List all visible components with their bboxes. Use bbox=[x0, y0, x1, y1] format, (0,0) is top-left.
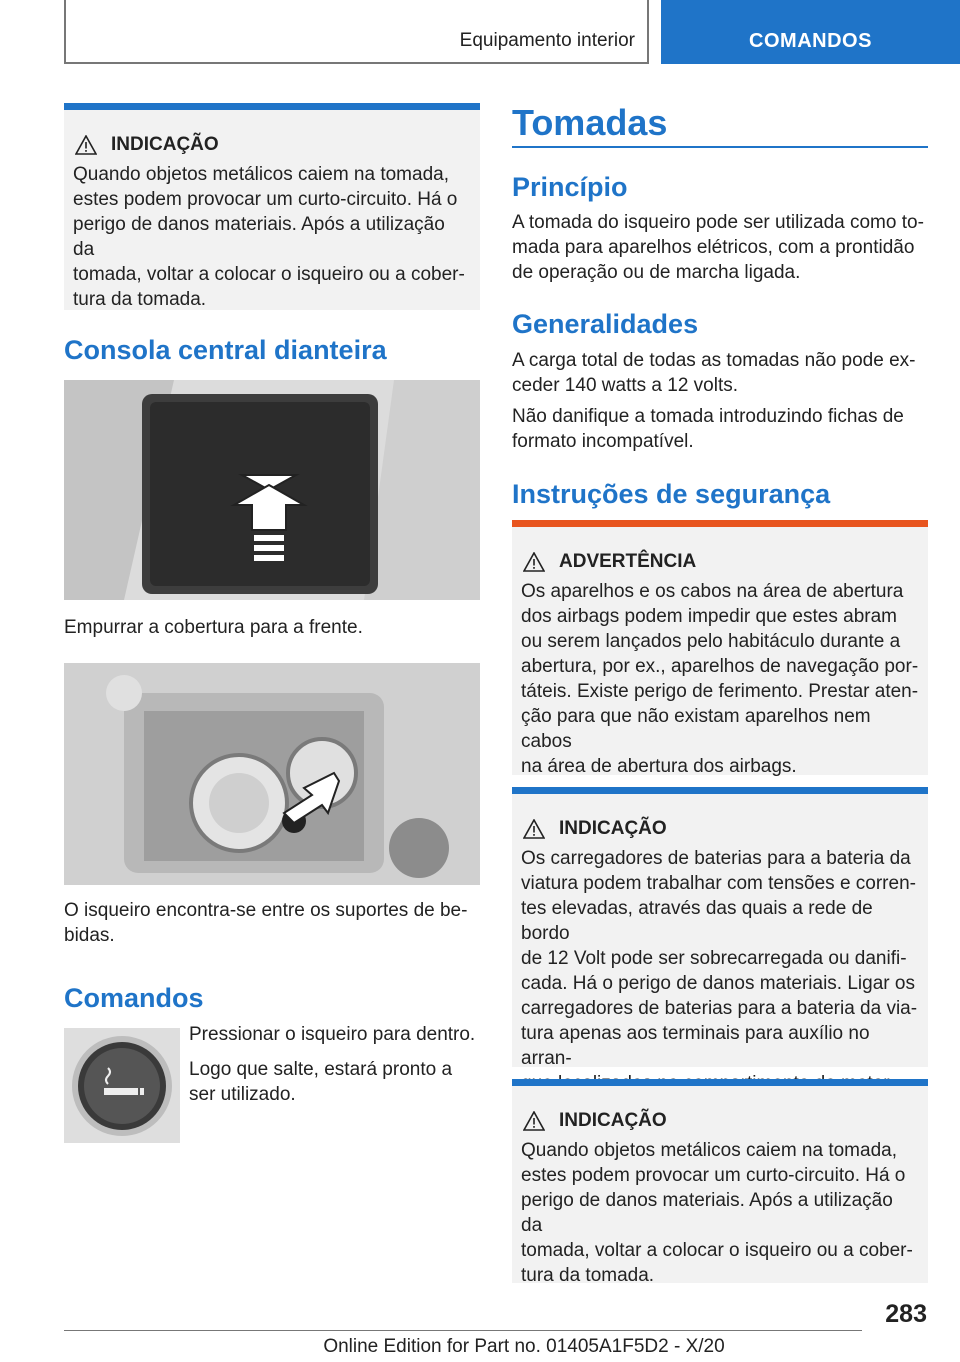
console-cover-image bbox=[64, 380, 480, 600]
heading-comandos: Comandos bbox=[64, 983, 204, 1013]
notice-box-2 bbox=[512, 787, 928, 1067]
notice-title: INDICAÇÃO bbox=[521, 818, 919, 840]
heading-generalidades: Generalidades bbox=[512, 309, 699, 339]
caption-lighter-location: O isqueiro encontra-se entre os suportes de be- bidas. bbox=[64, 900, 468, 946]
notice-text: Quando objetos metálicos caiem na tomada, estes podem provocar um curto-circuito. Há o perigo de danos materiais. Após a utilização da tomada, voltar a colocar o isqueiro ou a cober- tura da tomada. bbox=[521, 1140, 913, 1286]
notice-text: Quando objetos metálicos caiem na tomada, estes podem provocar um curto-circuito. Há o perigo de danos materiais. Após a utilização da tomada, voltar a colocar o isqueiro ou a cober- tura da tomada. bbox=[73, 164, 465, 310]
header-chapter-tab bbox=[661, 0, 960, 64]
warning-triangle-icon bbox=[523, 1111, 545, 1131]
notice-box-3 bbox=[512, 1079, 928, 1286]
heading-consola-central: Consola central dianteira bbox=[64, 335, 387, 365]
header-chapter-label: COMANDOS bbox=[749, 30, 872, 52]
header-section-label: Equipamento interior bbox=[459, 30, 635, 51]
heading-tomadas: Tomadas bbox=[512, 102, 668, 143]
generalidades-text-1: A carga total de todas as tomadas não pode ex- ceder 140 watts a 12 volts. bbox=[512, 350, 916, 396]
lighter-button-image bbox=[64, 1028, 180, 1143]
warning-text: Os aparelhos e os cabos na área de abertura dos airbags podem impedir que estes abram ou serem lançados pelo habitáculo durante a abertura, por ex., aparelhos de navegação por- táteis. Existe perigo de ferimento. Prestar aten- ção para que não existam aparelhos nem cabos na área de abertura dos airbags. bbox=[521, 581, 919, 777]
controls-text: Pressionar o isqueiro para dentro. bbox=[189, 1024, 476, 1045]
notice-text: Os carregadores de baterias para a bateria da viatura podem trabalhar com tensões e corren- tes elevadas, através das quais a rede de bordo de 12 Volt pode ser sobrecarregada ou danifi- cada. Há o perigo de danos materiais. Ligar os carregadores de baterias para a bateria da via- tura apenas aos terminais para auxílio no arran- bbox=[521, 848, 918, 1069]
notice-title: INDICAÇÃO bbox=[73, 134, 471, 156]
generalidades-text-2: Não danifique a tomada introduzindo fichas de formato incompatível. bbox=[512, 406, 904, 452]
footer-rule bbox=[64, 1330, 862, 1331]
heading-rule bbox=[512, 146, 928, 148]
warning-triangle-icon bbox=[75, 135, 97, 155]
heading-principio: Princípio bbox=[512, 172, 628, 202]
cigarette-lighter-icon bbox=[64, 1028, 180, 1143]
caption-push-cover: Empurrar a cobertura para a frente. bbox=[64, 617, 363, 638]
warning-triangle-icon bbox=[523, 819, 545, 839]
controls-text-2: Logo que salte, estará pronto a ser utilizado. bbox=[189, 1059, 453, 1105]
footer-edition: Online Edition for Part no. 01405A1F5D2 - X/20 bbox=[323, 1336, 725, 1357]
notice-box-1 bbox=[64, 103, 480, 310]
header-section-tab bbox=[64, 0, 649, 64]
warning-triangle-icon bbox=[523, 552, 545, 572]
lighter-location-image bbox=[64, 663, 480, 885]
principio-text: A tomada do isqueiro pode ser utilizada como to- mada para aparelhos elétricos, com a prontidão de operação ou de marcha ligada. bbox=[512, 212, 924, 283]
warning-title: ADVERTÊNCIA bbox=[521, 551, 919, 573]
warning-box bbox=[512, 520, 928, 775]
notice-title: INDICAÇÃO bbox=[521, 1110, 919, 1132]
page-number: 283 bbox=[885, 1300, 927, 1328]
heading-instrucoes-seguranca: Instruções de segurança bbox=[512, 479, 831, 509]
